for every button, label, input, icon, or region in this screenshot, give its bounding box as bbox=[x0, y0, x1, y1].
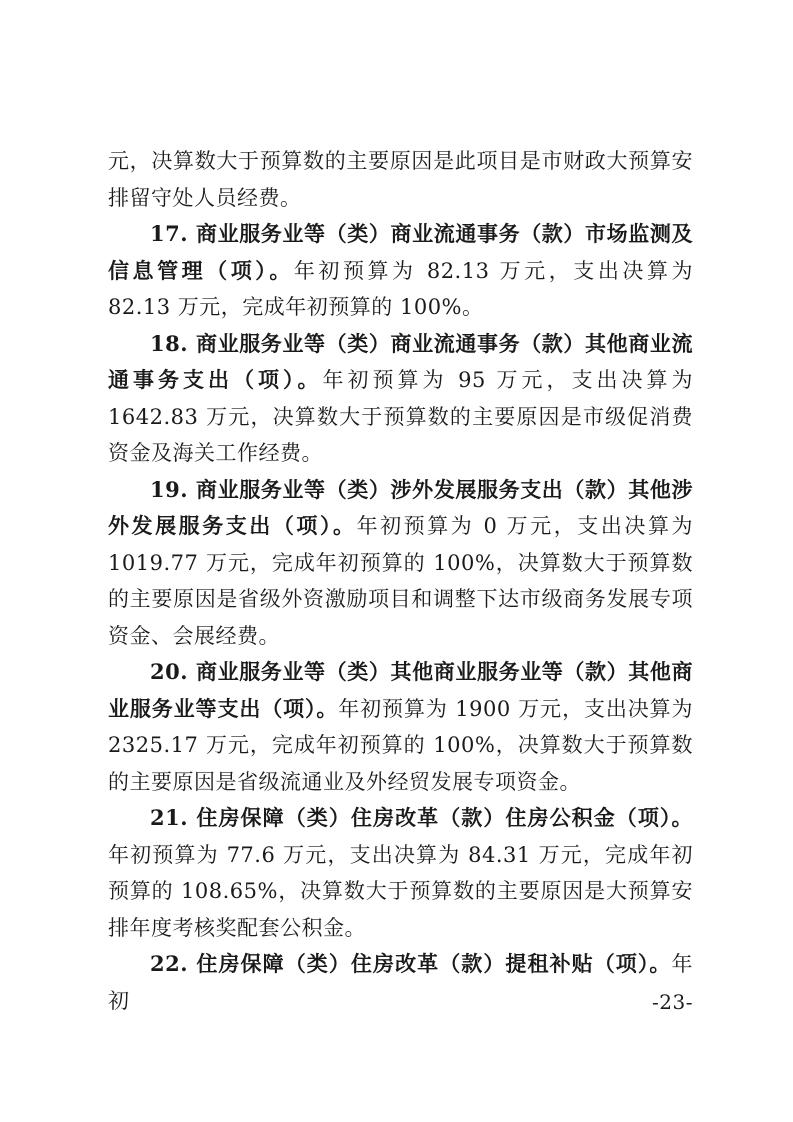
item-19-heading: 19. 商业服务业等（类）涉外发展服务支出（款）其他涉外发展服务支出（项）。 bbox=[108, 476, 693, 538]
item-19-body: 年初预算为 0 万元，支出决算为 1019.77 万元，完成年初预算的 100%，决算数大于预算数的主要原因是省级外资激励项目和调整下达市级商务发展专项资金、会展经费。 bbox=[108, 514, 694, 648]
continuation-paragraph: 元，决算数大于预算数的主要原因是此项目是市财政大预算安排留守处人员经费。 bbox=[108, 149, 693, 210]
item-18-body: 年初预算为 95 万元，支出决算为 1642.83 万元，决算数大于预算数的主要原因是市级促消费资金及海关工作经费。 bbox=[108, 368, 693, 465]
item-17-paragraph bbox=[108, 216, 693, 326]
document-body bbox=[108, 143, 693, 1019]
item-18-paragraph bbox=[108, 326, 693, 472]
item-21-body: 年初预算为 77.6 万元，支出决算为 84.31 万元，完成年初预算的 108.65%，决算数大于预算数的主要原因是大预算安排年度考核奖配套公积金。 bbox=[108, 842, 693, 940]
item-17-body: 年初预算为 82.13 万元，支出决算为 82.13 万元，完成年初预算的 100%。 bbox=[108, 258, 693, 319]
page-number: -23- bbox=[652, 990, 693, 1014]
item-22-heading: 22. 住房保障（类）住房改革（款）提租补贴（项）。 bbox=[150, 951, 672, 976]
item-20-paragraph bbox=[108, 654, 693, 800]
item-20-body: 年初预算为 1900 万元，支出决算为 2325.17 万元，完成年初预算的 100%，决算数大于预算数的主要原因是省级流通业及外经贸发展专项资金。 bbox=[108, 696, 694, 794]
item-20-heading: 20. 商业服务业等（类）其他商业服务业等（款）其他商业服务业等支出（项）。 bbox=[108, 659, 693, 721]
item-21-paragraph bbox=[108, 800, 693, 946]
item-21-heading: 21. 住房保障（类）住房改革（款）住房公积金（项）。 bbox=[150, 805, 693, 830]
item-18-heading: 18. 商业服务业等（类）商业流通事务（款）其他商业流通事务支出（项）。 bbox=[108, 330, 693, 392]
item-19-paragraph bbox=[108, 472, 693, 655]
item-22-body: 年初 bbox=[108, 952, 693, 1013]
item-17-heading: 17. 商业服务业等（类）商业流通事务（款）市场监测及信息管理（项）。 bbox=[108, 221, 693, 283]
